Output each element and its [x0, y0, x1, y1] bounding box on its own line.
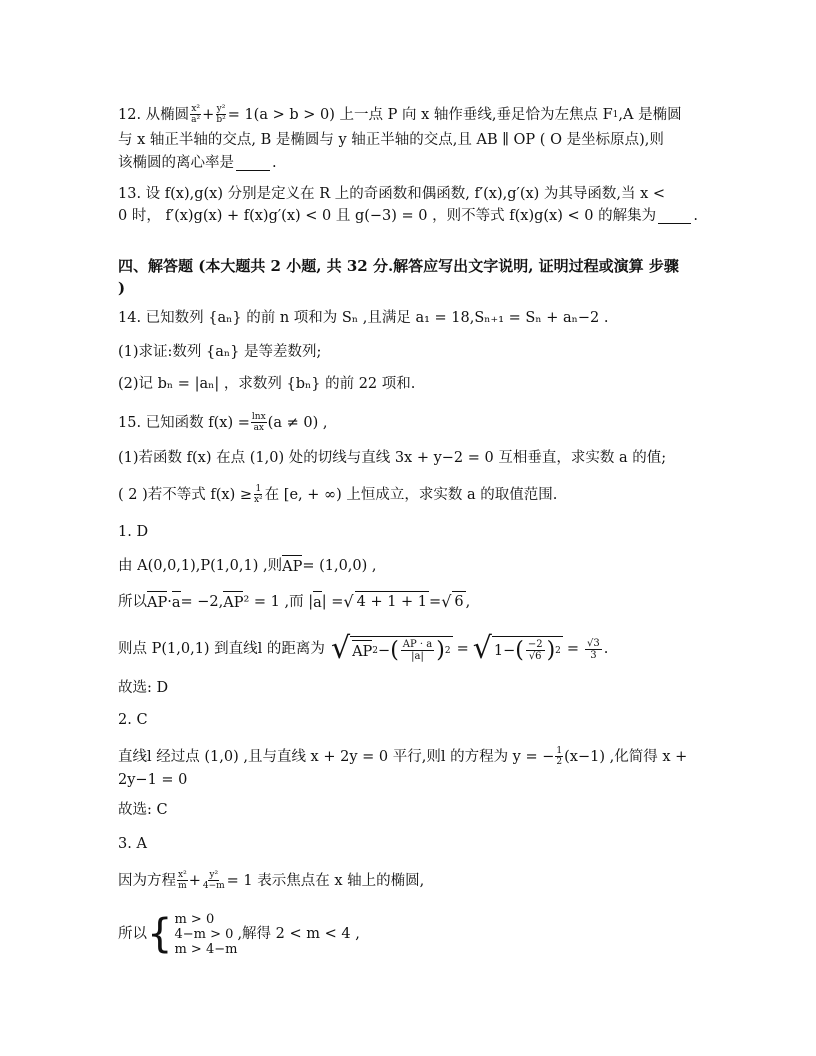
radical-sign: √	[472, 631, 492, 666]
answer-text: 所以	[118, 593, 147, 610]
answer-text: =	[456, 641, 469, 657]
fraction	[251, 412, 267, 433]
section-heading	[118, 256, 698, 276]
answer-2-line-1	[118, 746, 698, 767]
answer-text: +	[188, 872, 201, 889]
denominator: |a|	[411, 651, 424, 662]
numerator: x²	[191, 104, 200, 114]
q12-text: 与 x 轴正半轴的交点, B 是椭圆与 y 轴正半轴的交点,且 AB ∥ OP ( O 是坐标原点),则	[118, 132, 664, 148]
radicand	[350, 636, 453, 662]
answer-3-line-1	[118, 870, 698, 891]
q15-text: 在 [e, + ∞) 上恒成立，求实数 a 的取值范围.	[264, 486, 558, 503]
fraction	[585, 638, 602, 661]
answer-label: 2. C	[118, 712, 148, 728]
answer-2-label	[118, 710, 698, 730]
denominator: m	[178, 881, 187, 891]
system-row: 4−m > 0	[174, 926, 234, 942]
numerator: x²	[178, 870, 187, 880]
radical-expression	[330, 631, 453, 666]
numerator: 1	[255, 484, 262, 494]
denominator: 2	[556, 757, 563, 767]
paren: )	[546, 637, 556, 663]
answer-1-label	[118, 522, 698, 542]
denominator: 4−m	[202, 881, 225, 891]
vector: a	[172, 590, 181, 613]
answer-text: 则点 P(1,0,1) 到直线l 的距离为	[118, 641, 325, 657]
answer-text: (x−1) ,化简得 x +	[564, 748, 688, 765]
answer-text: 因为方程	[118, 872, 176, 889]
subscript: 1	[612, 109, 619, 120]
answer-3-line-2	[118, 910, 698, 958]
q13-text: 0 时， f′(x)g(x) + f(x)g′(x) < 0 且 g(−3) = 0 ，则不等式 f(x)g(x) < 0 的解集为	[118, 208, 657, 224]
answer-text: ² = 1 ,而 |	[243, 593, 314, 610]
answer-3-label	[118, 834, 698, 854]
fraction	[202, 870, 226, 891]
left-brace: {	[147, 911, 173, 957]
answer-1-line-3	[118, 631, 698, 666]
answer-text: 1−	[493, 642, 516, 659]
answer-text: ,	[465, 593, 471, 610]
radicand: 4 + 1 + 1	[355, 591, 429, 612]
paren: (	[390, 637, 399, 663]
numerator: √3	[587, 637, 600, 649]
section-heading-text: 四、解答题 (本大题共 2 小题, 共 32 分.解答应写出文字说明, 证明过程或演算 步骤	[118, 257, 679, 275]
answer-text: = 1 表示焦点在 x 轴上的椭圆,	[226, 872, 425, 889]
fraction	[253, 484, 264, 505]
answer-text: = (1,0,0) ,	[302, 557, 377, 574]
fraction	[401, 639, 434, 662]
q14-part-2	[118, 374, 698, 394]
numerator: −2	[527, 639, 543, 650]
answer-text: ·	[167, 593, 172, 610]
q13-line-1	[118, 184, 698, 204]
q13-line-2: 0 时， f′(x)g(x) + f(x)g′(x) < 0 且 g(−3) = 0 ，则不等式 f(x)g(x) < 0 的解集为 .	[118, 208, 698, 224]
q15-text: 15. 已知函数 f(x) =	[118, 414, 250, 431]
answer-blank	[658, 209, 691, 224]
numerator: 1	[556, 746, 563, 756]
paren: )	[436, 637, 445, 663]
system-row: m > 4−m	[174, 941, 238, 957]
exponent: 2	[372, 645, 379, 656]
answer-text: −	[378, 642, 391, 659]
fraction	[526, 639, 545, 662]
radical-sign: √	[343, 591, 354, 611]
answer-text: = −2,	[180, 593, 224, 610]
numerator: lnx	[251, 412, 266, 422]
answer-2-result	[118, 800, 698, 820]
vector: AP	[282, 554, 302, 577]
q15-part-1	[118, 448, 698, 468]
answer-1-result	[118, 678, 698, 698]
q14-text: (2)记 bₙ = |aₙ| ，求数列 {bₙ} 的前 22 项和.	[118, 376, 416, 392]
fraction	[555, 746, 563, 767]
vector: AP	[223, 590, 243, 613]
q15-line-1	[118, 412, 698, 433]
q12-line-1	[118, 104, 698, 125]
q15-text: (1)若函数 f(x) 在点 (1,0) 处的切线与直线 3x + y−2 = 0 互相垂直，求实数 a 的值;	[118, 450, 667, 466]
denominator: b²	[216, 115, 226, 125]
answer-label: 3. A	[118, 836, 147, 852]
answer-text: =	[566, 641, 580, 657]
q13-text: 13. 设 f(x),g(x) 分别是定义在 R 上的奇函数和偶函数, f′(x),g′(x) 为其导函数,当 x <	[118, 186, 666, 202]
answer-2-line-2	[118, 770, 698, 790]
denominator: a²	[191, 115, 201, 125]
numerator: y²	[216, 104, 226, 114]
fraction	[215, 104, 226, 125]
q14-part-1	[118, 342, 698, 362]
radical-sign: √	[441, 591, 452, 611]
answer-text: | =	[321, 593, 344, 610]
answer-1-line-2	[118, 590, 698, 613]
numerator: y²	[209, 870, 219, 880]
radicand	[492, 636, 563, 662]
vector: AP	[147, 590, 167, 613]
answer-text: =	[429, 593, 442, 610]
q12-line-3: 该椭圆的离心率是 .	[118, 155, 277, 171]
section-heading-text: )	[118, 279, 126, 297]
section-heading-cont	[118, 278, 698, 298]
radical-expression	[472, 631, 563, 666]
answer-result: 故选: C	[118, 802, 168, 818]
answer-text: .	[603, 641, 609, 657]
denominator: ax	[253, 423, 265, 433]
q12-text: 12. 从椭圆	[118, 106, 190, 123]
answer-text: ,解得 2 < m < 4 ,	[237, 926, 360, 942]
q12-text: = 1(a > b > 0) 上一点 P 向 x 轴作垂线,垂足恰为左焦点 F	[227, 106, 613, 123]
answer-blank	[236, 156, 270, 171]
denominator: x²	[253, 495, 263, 505]
q12-text: 该椭圆的离心率是	[118, 155, 234, 171]
numerator: AP · a	[402, 639, 433, 650]
answer-text: 所以	[118, 926, 147, 942]
fraction	[190, 104, 201, 125]
answer-label: 1. D	[118, 524, 149, 540]
q15-part-2	[118, 484, 698, 505]
radicand: 6	[452, 591, 465, 612]
exponent: 2	[555, 645, 561, 656]
q15-text: (a ≠ 0) ,	[267, 414, 328, 431]
q14-line-1	[118, 308, 698, 328]
q14-text: 14. 已知数列 {aₙ} 的前 n 项和为 Sₙ ,且满足 a₁ = 18,Sₙ₊₁ = Sₙ + aₙ−2 .	[118, 310, 609, 326]
system-row: m > 0	[174, 911, 215, 927]
q12-text: ,A 是椭圆	[618, 106, 682, 123]
inequality-system	[174, 912, 237, 957]
paren: (	[515, 637, 524, 663]
radical-sign: √	[330, 631, 351, 666]
denominator: 3	[590, 649, 597, 661]
answer-text: 2y−1 = 0	[118, 772, 188, 788]
answer-text: 由 A(0,0,1),P(1,0,1) ,则	[118, 557, 283, 574]
fraction	[177, 870, 188, 891]
denominator: √6	[528, 651, 542, 662]
exponent: 2	[444, 645, 451, 656]
vector: a	[313, 590, 322, 613]
plus-sign: +	[202, 106, 215, 123]
q14-text: (1)求证:数列 {aₙ} 是等差数列;	[118, 344, 322, 360]
vector: AP	[352, 639, 372, 662]
q15-text: ( 2 )若不等式 f(x) ≥	[118, 486, 252, 503]
answer-text: 直线l 经过点 (1,0) ,且与直线 x + 2y = 0 平行,则l 的方程为 y = −	[118, 748, 555, 765]
answer-1-line-1	[118, 554, 698, 577]
answer-result: 故选: D	[118, 680, 169, 696]
q12-line-2	[118, 130, 698, 150]
